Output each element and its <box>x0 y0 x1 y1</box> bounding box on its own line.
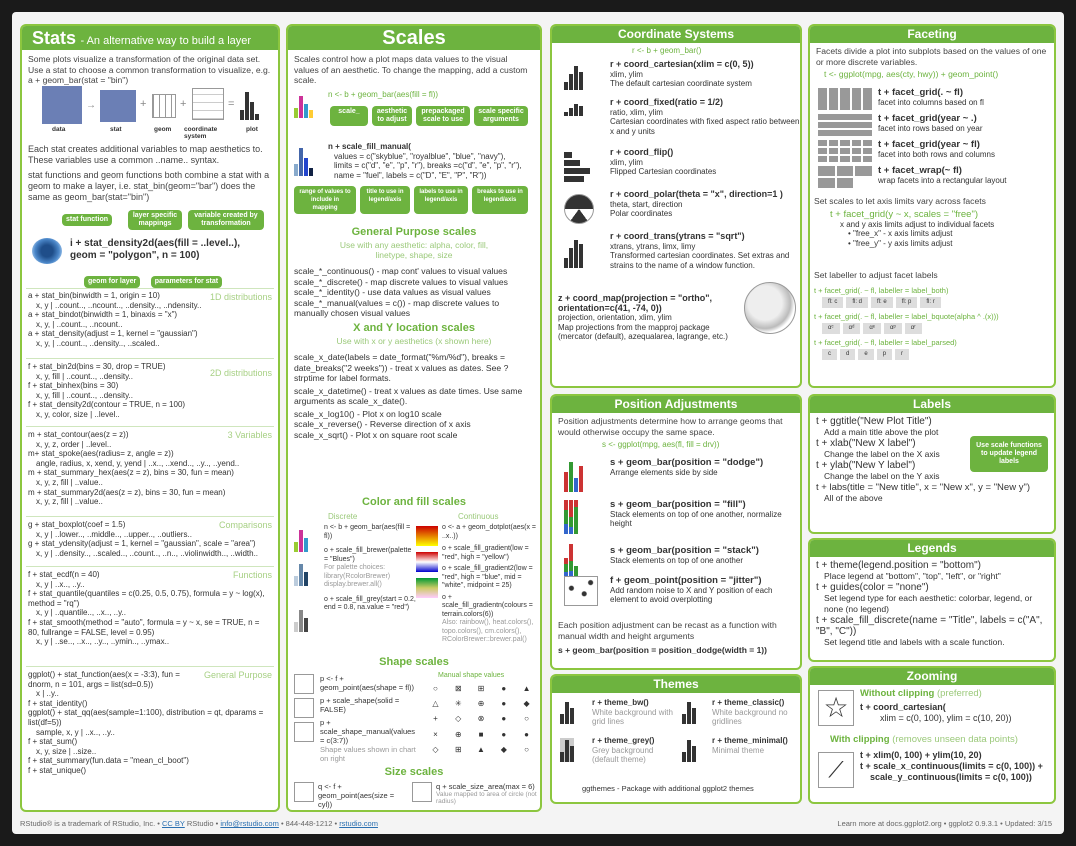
pill-aesthetic: aesthetic to adjust <box>372 106 412 126</box>
pill-range: range of values to include in mapping <box>294 186 356 214</box>
position-panel <box>550 394 802 670</box>
coord-cartesian-icon <box>564 64 583 90</box>
stats-paragraph-2: stat functions and geom functions both combine a stat with a geom to make a layer, i.e. stat_bin(geom="bar") does the same as geom_bar(stat="bin") <box>28 170 270 202</box>
coord-panel <box>550 24 802 388</box>
facet-labeller-1: t + facet_grid(. ~ fl, labeller = label_both) fl: c fl: d fl: e fl: p fl: r <box>814 286 1054 308</box>
facet-item-cols: t + facet_grid(. ~ fl) facet into columns based on fl <box>878 87 984 107</box>
coord-flip-icon <box>564 152 594 182</box>
position-item-dodge: s + geom_bar(position = "dodge") Arrange elements side by side <box>610 457 764 477</box>
shape-icons <box>294 674 316 742</box>
equals-icon: = <box>228 98 235 110</box>
xy-scales-list: scale_x_date(labels = date_format("%m/%d"), breaks = date_breaks("2 weeks")) - treat x values as dates. See ?strptime for label formats. scale_x_datetime() - treat x values as date times. Use same arguments as scale_x_date(). scale_x_log10() - Plot x on log10 scale scale_x_reverse() - Reverse direction of x axis scale_x_sqrt() - Plot x on square root scale <box>294 352 523 440</box>
coord-header: Coordinate Systems <box>552 26 800 43</box>
themes-panel <box>550 674 802 804</box>
scales-pill-row-top <box>330 106 540 126</box>
cf-discrete-bars-icon <box>294 526 308 552</box>
coord-item-trans: r + coord_trans(ytrans = "sqrt") xtrans, ytrans, limx, limy Transformed cartesian coordinates. Set extras and strains to the name of a window function. <box>610 231 790 270</box>
size-scales-right: q + scale_size_area(max = 6) Value mapped to area of circle (not radius) <box>436 782 537 805</box>
legends-header: Legends <box>810 540 1054 557</box>
coord-item-map: z + coord_map(projection = "ortho", orientation=c(41, -74, 0)) projection, orientation, xlim, ylim Map projections from the mapproj package (mercator (default), azequalarea, lagrange, etc.) <box>558 293 728 342</box>
cf-continuous-label: Continuous <box>458 512 499 521</box>
size-scales-title: Size scales <box>384 766 444 778</box>
position-jitter-icon <box>564 576 598 606</box>
gp-scales-title: General Purpose scales <box>351 226 477 238</box>
gp-scales-list: scale_*_continuous() - map cont' values to visual values scale_*_discrete() - map discrete values to visual values scale_*_identity() - use data values as visual values scale_*_manual(values = c()) - map discrete values to manually chosen visual values <box>294 266 508 318</box>
stats-group-functions: Functions f + stat_ecdf(n = 40) x, y | ..x.., ..y.. f + stat_quantile(quantiles = c(0.25, 0.5, 0.75), formula = y ~ log(x), method = "rq") x, y | ..quantile.., ..x.., ..y.. f + stat_smooth(method = "auto", formula = y ~ x, se = TRUE, n = 80, fullrange = FALSE, level = 0.95) x, y | ..se.., ..x.., ..y.., ..ymin.., ..ymax.. <box>22 566 278 666</box>
plus-icon: + <box>140 98 147 110</box>
geom-icon <box>152 94 176 118</box>
theme-classic-icon <box>682 700 696 724</box>
coord-item-flip: r + coord_flip() xlim, ylim Flipped Cartesian coordinates <box>610 147 717 177</box>
zoom-without-title: Without clipping (preferred) <box>860 688 982 699</box>
coord-item-cartesian: r + coord_cartesian(xlim = c(0, 5)) xlim, ylim The default cartesian coordinate system <box>610 59 754 89</box>
stats-intro: Some plots visualize a transformation of the original data set. Use a stat to choose a common transformation to visualize, e.g. a + geom_bar(stat = "bin") <box>28 54 271 85</box>
scales-intro: Scales control how a plot maps data values to the visual values of an aesthetic. To change the mapping, add a custom scale. <box>294 54 528 85</box>
plot-bars-icon <box>240 90 259 120</box>
cf-continuous-list: o <- a + geom_dotplot(aes(x = ..x..)) o + scale_fill_gradient(low = "red", high = "yellow") o + scale_fill_gradient2(low = "red", high = "blue", mid = "white", midpoint = 25) o + scale_fill_gradientn(colours = terrain.colors(6)) Also: rainbow(), heat.colors(), topo.colors(), cm.colors(), RColorBrewer::brewer.pal() <box>442 524 536 643</box>
footer-right: Learn more at docs.ggplot2.org • ggplot2 0.9.3.1 • Updated: 3/15 <box>837 819 1052 828</box>
world-map-icon <box>744 282 796 334</box>
stats-example-code: i + stat_density2d(aes(fill = ..level..), geom = "polygon", n = 100) <box>70 238 241 261</box>
theme-bw-icon <box>560 700 574 724</box>
pill-scale: scale_ <box>330 106 368 126</box>
stats-group-general: General Purpose ggplot() + stat_function(aes(x = -3:3), fun = dnorm, n = 101, args = list(sd=0.5)) x | ..y.. f + stat_identity() ggplot() + stat_qq(aes(sample=1:100), distribution = qt, dparams = list(df=5)) sample, x, y | ..x.., ..y.. f + stat_sum() x, y, size | ..size.. f + stat_summary(fun.data = "mean_cl_boot") f + stat_unique() <box>22 666 278 812</box>
labels-header: Labels <box>810 396 1054 413</box>
facet-labeller-2: t + facet_grid(. ~ fl, labeller = label_bquote(alpha ^ .(x))) αᶜ αᵈ αᵉ αᵖ αʳ <box>814 312 1054 334</box>
theme-grey-icon <box>560 738 574 762</box>
arrow-icon: → <box>86 100 96 111</box>
coord-base: r <- b + geom_bar() <box>632 46 702 55</box>
pill-labels: labels to use in legend/axis <box>414 186 468 214</box>
scales-example-2: n + scale_fill_manual( values = c("skyblue", "royalblue", "blue", "navy"), limits = c("d", "e", "p", "r"), breaks =c("d", "e", "p", "r"), name = "fuel", labels = c("D", "E", "P", "R")) <box>328 142 522 180</box>
scales-pill-row-bottom <box>294 186 538 214</box>
gp-scales-sub: Use with any aesthetic: alpha, color, fill, linetype, shape, size <box>339 240 489 260</box>
scales-blue-bars-icon <box>294 146 313 176</box>
scales-header: Scales <box>288 26 540 50</box>
facet-intro: Facets divide a plot into subplots based on the values of one or more discrete variables. <box>816 46 1047 67</box>
stats-panel <box>20 24 280 812</box>
position-fill-icon <box>564 500 578 534</box>
cf-discrete-grey-icon <box>294 606 308 632</box>
coordinate-grid-icon <box>192 88 224 120</box>
pill-prepackaged: prepackaged scale to use <box>416 106 470 126</box>
data-table-icon <box>42 86 82 124</box>
stats-group-3var: 3 Variables m + stat_contour(aes(z = z)) x, y, z, order | ..level.. m+ stat_spoke(aes(radius= z, angle = z)) angle, radius, x, xend, y, yend | ..x.., ..xend.., ..y.., ..yend.. m + stat_summary_hex(aes(z = z), bins = 30, fun = mean) x, y, z, fill | ..value.. m + stat_summary2d(aes(z = z), bins = 30, fun = mean) x, y, z, fill | ..value.. <box>22 426 278 514</box>
stats-paragraph-1: Each stat creates additional variables to map aesthetics to. These variables use a common ..name.. syntax. <box>28 144 263 165</box>
size-area-icon <box>412 782 432 802</box>
coord-item-polar: r + coord_polar(theta = "x", direction=1 ) theta, start, direction Polar coordinates <box>610 189 783 219</box>
position-header: Position Adjustments <box>552 396 800 413</box>
coord-item-fixed: r + coord_fixed(ratio = 1/2) ratio, xlim, ylim Cartesian coordinates with fixed aspect ratio between x and y units <box>610 97 800 136</box>
stats-title: Stats <box>32 28 77 48</box>
size-icon <box>294 782 314 802</box>
position-base: s <- ggplot(mpg, aes(fl, fill = drv)) <box>602 440 720 449</box>
plus-icon: + <box>180 98 187 110</box>
themes-note: ggthemes - Package with additional ggplot2 themes <box>582 784 754 793</box>
cf-scales-title: Color and fill scales <box>362 496 466 508</box>
shape-scales-list: p <- f + geom_point(aes(shape = fl)) p + scale_shape(solid = FALSE) p + scale_shape_manual(values = c(3:7)) Shape values shown in chart on right <box>320 674 416 763</box>
zooming-header: Zooming <box>810 668 1054 685</box>
scales-example-1: n <- b + geom_bar(aes(fill = fl)) <box>328 90 439 99</box>
xy-scales-sub: Use with x or y aesthetics (x shown here) <box>336 336 492 346</box>
position-item-jitter: f + geom_point(position = "jitter") Add random noise to X and Y position of each element to avoid overplotting <box>610 575 773 605</box>
cf-discrete-label: Discrete <box>328 512 358 521</box>
zooming-panel <box>808 666 1056 804</box>
theme-minimal-icon <box>682 738 696 762</box>
stats-subtitle: - An alternative way to build a layer <box>80 35 252 47</box>
cf-discrete-blues-icon <box>294 560 308 586</box>
facet-header: Faceting <box>810 26 1054 43</box>
stats-pill-row-bottom <box>84 270 222 288</box>
facet-item-grid: t + facet_grid(year ~ fl) facet into both rows and columns <box>878 139 995 159</box>
facet-base: t <- ggplot(mpg, aes(cty, hwy)) + geom_point() <box>824 69 999 79</box>
pill-scale-specific: scale specific arguments <box>474 106 528 126</box>
pill-layer-mappings: layer specific mappings <box>128 210 182 230</box>
position-item-fill: s + geom_bar(position = "fill") Stack elements on top of one another, normalize height <box>610 499 782 529</box>
cf-discrete-list: n <- b + geom_bar(aes(fill = fl)) o + scale_fill_brewer(palette = "Blues") For palette choices: library(RcolorBrewer) display.brewer.all() o + scale_fill_grey(start = 0.2, end = 0.8, na.value = "red") <box>324 524 416 611</box>
footer-left: RStudio® is a trademark of RStudio, Inc. • CC BY RStudio • info@rstudio.com • 844-448-1212 • rstudio.com <box>20 819 378 828</box>
zoom-clip-icon: ⟋ <box>818 752 854 788</box>
pill-breaks: breaks to use in legend/axis <box>472 186 528 214</box>
stat-table-icon <box>100 90 136 122</box>
zoom-with-title: With clipping (removes unseen data points) <box>830 734 1018 745</box>
cheatsheet-page <box>12 12 1064 834</box>
zoom-with-code: t + xlim(0, 100) + ylim(10, 20) t + scale_x_continuous(limits = c(0, 100)) + scale_y_continuous(limits = c(0, 100)) <box>860 750 1043 782</box>
facet-scales-intro: Set scales to let axis limits vary across facets <box>814 196 986 206</box>
scales-panel <box>286 24 542 812</box>
license-link[interactable]: CC BY <box>161 819 185 828</box>
stats-group-1d: 1D distributions a + stat_bin(binwidth = 1, origin = 10) x, y | ..count.., ..ncount.., ..density.., ..ndensity.. a + stat_bindot(binwidth = 1, binaxis = "x") x, y, | ..count.., ..ncount.. a + stat_density(adjust = 1, kernel = "gaussian") x, y, | ..count.., ..density.., ..scaled.. <box>22 288 278 358</box>
density-blob-icon <box>32 238 62 264</box>
cf-cont-icons <box>416 526 438 626</box>
stats-group-2d: 2D distributions f + stat_bin2d(bins = 30, drop = TRUE) x, y, fill | ..count.., ..density.. f + stat_binhex(bins = 30) x, y, fill | ..count.., ..density.. f + stat_density2d(contour = TRUE, n = 100) x, y, color, size | ..level.. <box>22 358 278 426</box>
facet-wrap-icon <box>818 166 872 188</box>
legends-list: t + theme(legend.position = "bottom") Place legend at "bottom", "top", "left", or "right" t + guides(color = "none") Set legend type for each aesthetic: colorbar, legend, or none (no legend) t + scale_fill_discrete(name = "Title", labels = c("A", "B", "C")) Set legend title and labels with a scale function. <box>816 560 1043 647</box>
theme-item-minimal: r + theme_minimal() Minimal theme <box>712 736 788 755</box>
facet-item-rows: t + facet_grid(year ~ .) facet into rows based on year <box>878 113 983 133</box>
facet-panel <box>808 24 1056 388</box>
coord-fixed-icon <box>564 102 583 116</box>
labels-list: t + ggtitle("New Plot Title") Add a main title above the plot t + xlab("New X label") Change the label on the X axis t + ylab("New Y label") Change the label on the Y axis t + labs(title = "New title", x = "New x", y = "New y") All of the above <box>816 416 1030 503</box>
facet-rows-icon <box>818 114 872 136</box>
scales-color-bars-icon <box>294 92 313 118</box>
coord-trans-icon <box>564 238 583 268</box>
legends-panel <box>808 538 1056 662</box>
pill-parameters-for-stat: parameters for stat <box>151 276 222 288</box>
stats-group-comparisons: Comparisons g + stat_boxplot(coef = 1.5) x, y | ..lower.., ..middle.., ..upper.., ..outliers.. g + stat_ydensity(adjust = 1, kernel = "gaussian", scale = "area") x, y | ..density.., ..scaled.., ..count.., ..n.., ..violinwidth.., ..width.. <box>22 516 278 566</box>
facet-cols-icon <box>818 88 872 110</box>
facet-labeller-3: t + facet_grid(. ~ fl, labeller = label_parsed) c d e p r <box>814 338 1054 360</box>
position-note: Each position adjustment can be recast as a function with manual width and height arguments <box>558 620 777 641</box>
pill-title: title to use in legend/axis <box>360 186 410 214</box>
pill-variable-created: variable created by transformation <box>188 210 264 230</box>
theme-item-bw: r + theme_bw() White background with grid lines <box>592 698 673 727</box>
position-stack-icon <box>564 544 578 578</box>
stats-header <box>22 26 278 50</box>
facet-item-wrap: t + facet_wrap(~ fl) wrap facets into a rectangular layout <box>878 165 1007 185</box>
shape-scales-title: Shape scales <box>379 656 449 668</box>
zoom-star-icon: ☆ <box>818 690 854 726</box>
pill-geom-for-layer: geom for layer <box>84 276 140 288</box>
manual-shape-grid: ○ ⊠ ⊞ ● ▲ △ ✳ ⊕ ● ◆ + ◇ ⊗ ● ○ × ⊕ ■ ● ● ◇ ⊞ ▲ ◆ ○ <box>432 684 531 754</box>
facet-grid-icon <box>818 140 872 162</box>
xy-scales-title: X and Y location scales <box>353 322 475 334</box>
theme-item-grey: r + theme_grey() Grey background (default theme) <box>592 736 655 765</box>
themes-header: Themes <box>552 676 800 693</box>
position-intro: Position adjustments determine how to arrange geoms that would otherwise occupy the same space. <box>558 416 783 437</box>
pill-stat-function: stat function <box>62 214 112 226</box>
facet-scales-fn: t + facet_grid(y ~ x, scales = "free") x and y axis limits adjust to individual facets • "free_x" - x axis limits adjust • "free_y" - y axis limits adjust <box>830 209 995 248</box>
email-link[interactable]: info@rstudio.com <box>220 819 279 828</box>
position-last: s + geom_bar(position = position_dodge(width = 1)) <box>558 645 767 655</box>
position-dodge-icon <box>564 458 583 492</box>
stat-pipeline-diagram: → + + = data stat geom coordinate system plot <box>36 86 266 140</box>
labels-pill-note: Use scale functions to update legend labels <box>970 436 1048 472</box>
theme-item-classic: r + theme_classic() White background no gridlines <box>712 698 788 727</box>
position-item-stack: s + geom_bar(position = "stack") Stack elements on top of one another <box>610 545 759 565</box>
site-link[interactable]: rstudio.com <box>339 819 378 828</box>
zoom-without-code: t + coord_cartesian( xlim = c(0, 100), ylim = c(10, 20)) <box>860 702 1012 723</box>
facet-labeller-intro: Set labeller to adjust facet labels <box>814 270 938 280</box>
manual-shape-label: Manual shape values <box>438 672 505 679</box>
coord-polar-icon <box>564 194 594 224</box>
size-scales-left: q <- f + geom_point(aes(size = cyl)) <box>318 782 395 809</box>
labels-panel <box>808 394 1056 534</box>
